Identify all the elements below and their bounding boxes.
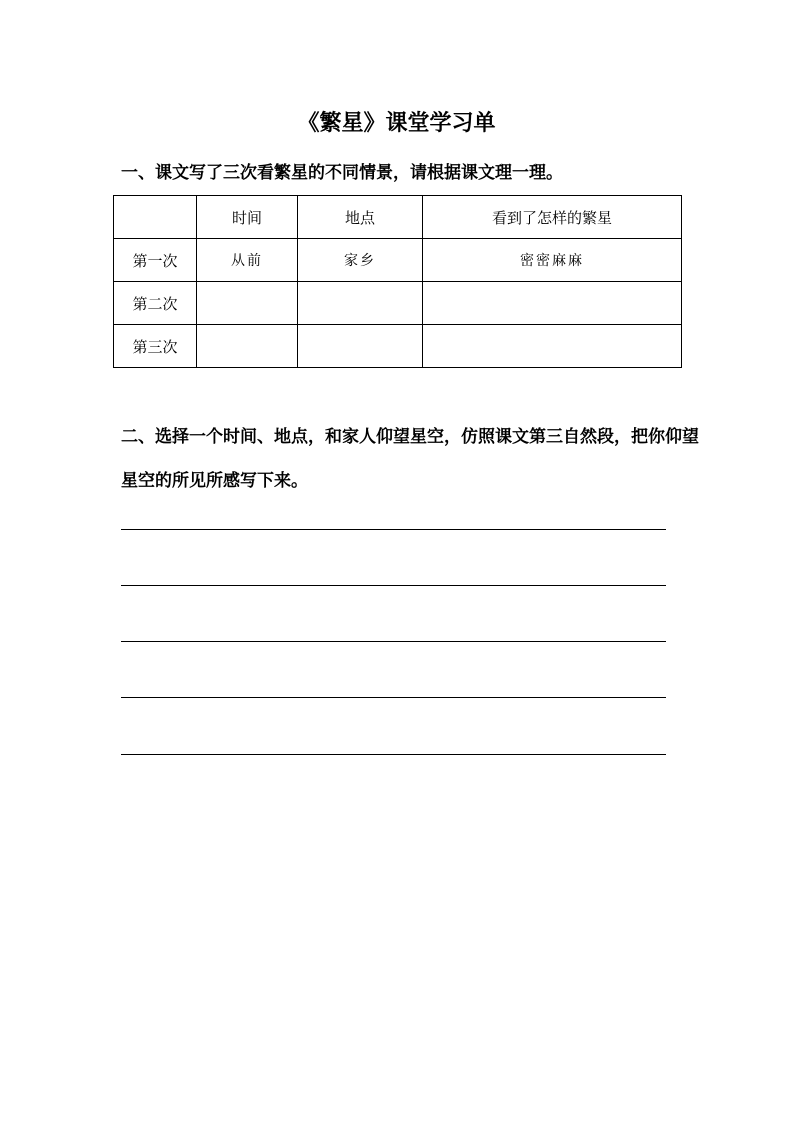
place-cell[interactable]	[298, 282, 423, 325]
page-title: 《繁星》课堂学习单	[297, 110, 496, 136]
time-cell[interactable]: 从前	[197, 239, 298, 282]
table-row	[114, 325, 682, 368]
table-header-corner	[114, 196, 197, 239]
stars-cell[interactable]	[423, 282, 682, 325]
table-row	[114, 282, 682, 325]
question-2-text: 二、选择一个时间、地点，和家人仰望星空，仿照课文第三自然段，把你仰望星空的所见所感写下来。	[121, 427, 699, 491]
table-header-row	[114, 196, 682, 239]
table-header-stars: 看到了怎样的繁星	[423, 196, 682, 239]
row-label: 第三次	[114, 325, 197, 368]
writing-line[interactable]	[121, 754, 666, 755]
writing-line[interactable]	[121, 697, 666, 698]
question-1-text: 一、课文写了三次看繁星的不同情景，请根据课文理一理。	[121, 163, 563, 183]
writing-line[interactable]	[121, 529, 666, 530]
table-row	[114, 239, 682, 282]
row-label: 第二次	[114, 282, 197, 325]
writing-line[interactable]	[121, 641, 666, 642]
stars-cell[interactable]: 密密麻麻	[423, 239, 682, 282]
stars-cell[interactable]	[423, 325, 682, 368]
row-label: 第一次	[114, 239, 197, 282]
table-header-time: 时间	[197, 196, 298, 239]
writing-line[interactable]	[121, 585, 666, 586]
place-cell[interactable]	[298, 325, 423, 368]
time-cell[interactable]	[197, 282, 298, 325]
place-cell[interactable]: 家乡	[298, 239, 423, 282]
time-cell[interactable]	[197, 325, 298, 368]
table-header-place: 地点	[298, 196, 423, 239]
observation-table	[113, 195, 682, 368]
